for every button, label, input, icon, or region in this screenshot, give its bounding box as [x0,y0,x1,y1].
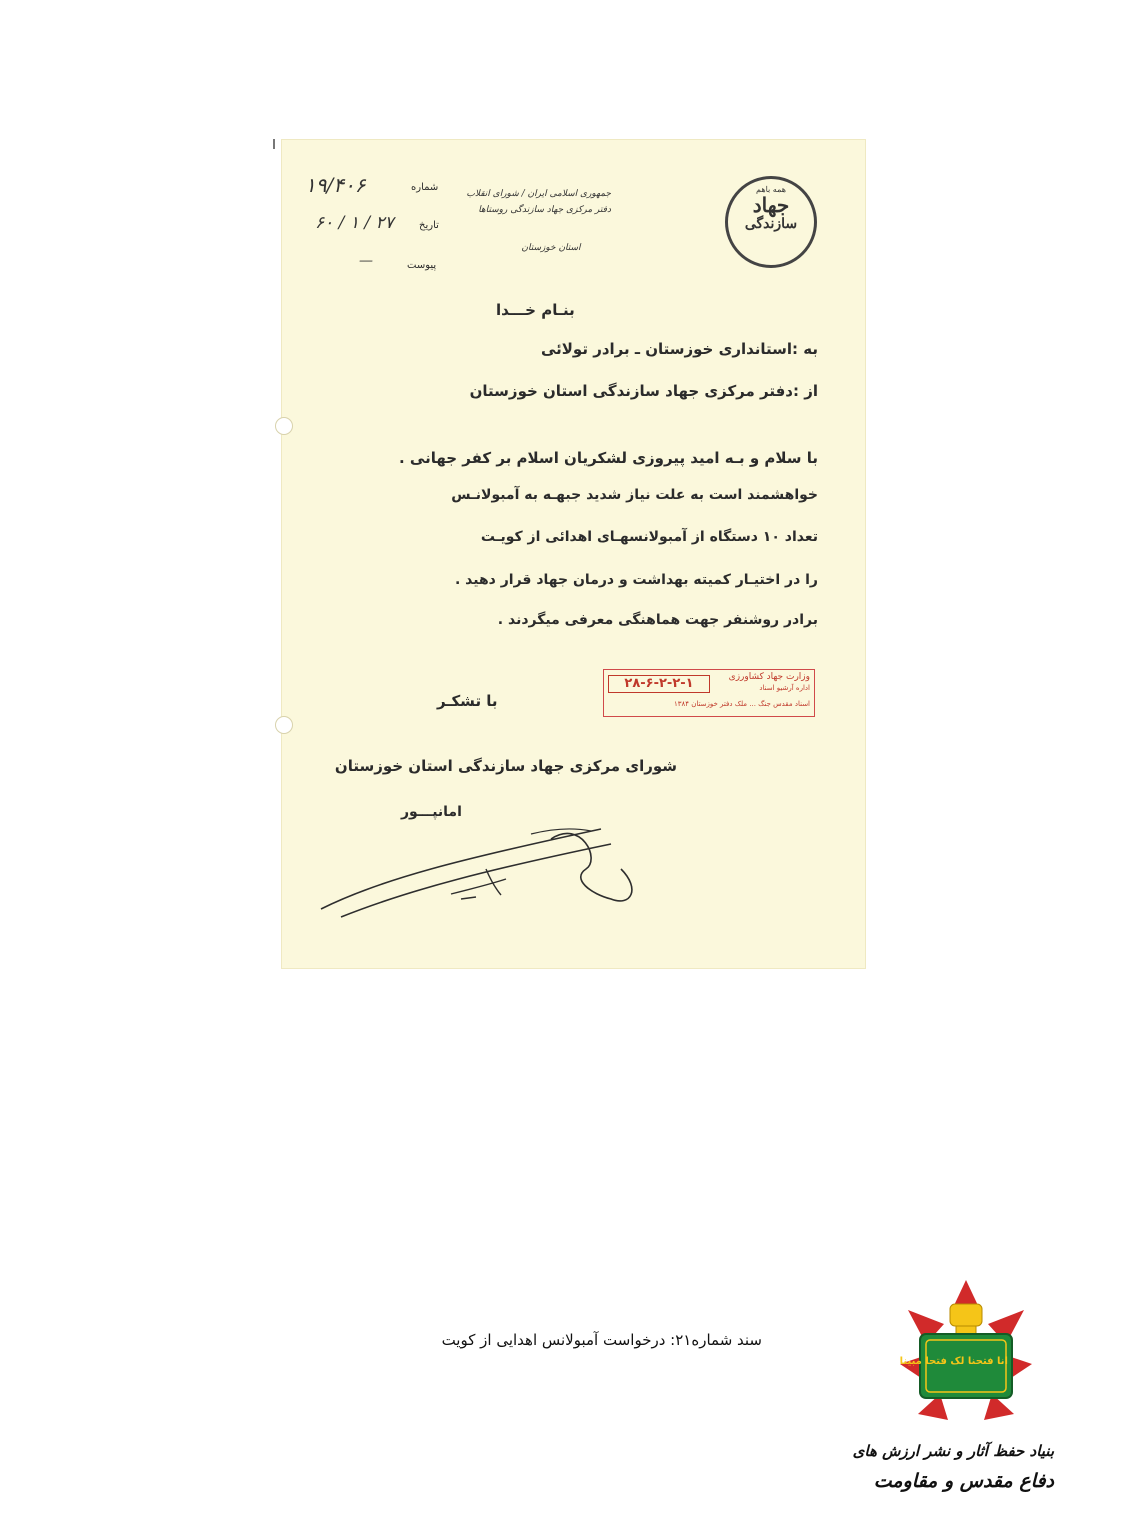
handwritten-signature [301,799,661,929]
letter-scan [281,139,866,969]
council-line: شورای مرکزی جهاد سازندگی استان خوزستان [334,757,677,775]
margin-tick [273,139,275,149]
to-line: به :استانداری خوزستان ـ برادر تولائی [540,340,818,358]
from-line: از :دفتر مرکزی جهاد سازندگی استان خوزستان [469,382,818,400]
stamp-line-1: وزارت جهاد کشاورزی [728,672,810,682]
body-line-2: تعداد ۱۰ دستگاه از آمبولانسهـای اهدائی از کویـت [480,529,818,545]
seal-bottom-text: سازندگی [744,216,798,232]
logo-text-line-1: بنیاد حفظ آثار و نشر ارزش های [852,1442,1054,1460]
bismillah: بنـام خـــدا [496,301,575,319]
punch-hole-top [275,417,293,435]
org-line-2: دفتر مرکزی جهاد سازندگی روستاها [478,205,611,215]
stamp-line-2: اداره آرشیو اسناد [759,684,810,692]
date-label: تاریخ [419,220,439,231]
seal-top-text: جهاد [752,193,790,217]
jahad-seal [725,176,817,268]
document-caption: سند شماره۲۱: درخواست آمبولانس اهدایی از کویت [441,1331,762,1349]
archive-stamp [603,669,815,717]
number-label: شماره [411,182,439,193]
stamp-code: ۲۸-۶-۲-۲-۱ [608,675,710,693]
signer-name: امانپـــور [401,804,462,820]
stamp-line-3: اسناد مقدس جنگ ... ملک دفتر خوزستان ۱۳۸۴ [673,700,810,708]
greeting-line: با سلام و بـه امید پیروزی لشکریان اسلام بر کفر جهانی . [399,449,818,467]
foundation-logo [852,1274,1054,1524]
seal-arc-text: همه باهم [756,185,786,194]
number-value: ۱۹/۴۰۶ [305,173,366,197]
body-line-1: خواهشمند است به علت نیاز شدید جبهـه به آمبولانـس [451,487,818,503]
closing-line: با تشکـر [437,692,498,710]
org-line-3: استان خوزستان [521,243,581,253]
attachment-label: پیوست [407,260,437,271]
logo-banner-text: انا فتحنا لک فتحا مبینا [899,1356,1008,1367]
body-line-4: برادر روشنفر جهت هماهنگی معرفی میگردند . [497,612,818,628]
punch-hole-bottom [275,716,293,734]
logo-text-line-2: دفاع مقدس و مقاومت [873,1470,1054,1492]
org-line-1: جمهوری اسلامی ایران / شورای انقلاب [466,189,611,199]
attachment-value: — [359,253,373,269]
body-line-3: را در اختیـار کمیته بهداشت و درمان جهاد قرار دهید . [454,572,818,588]
date-value: ۲۷ / ۱ / ۶۰ [315,213,394,233]
